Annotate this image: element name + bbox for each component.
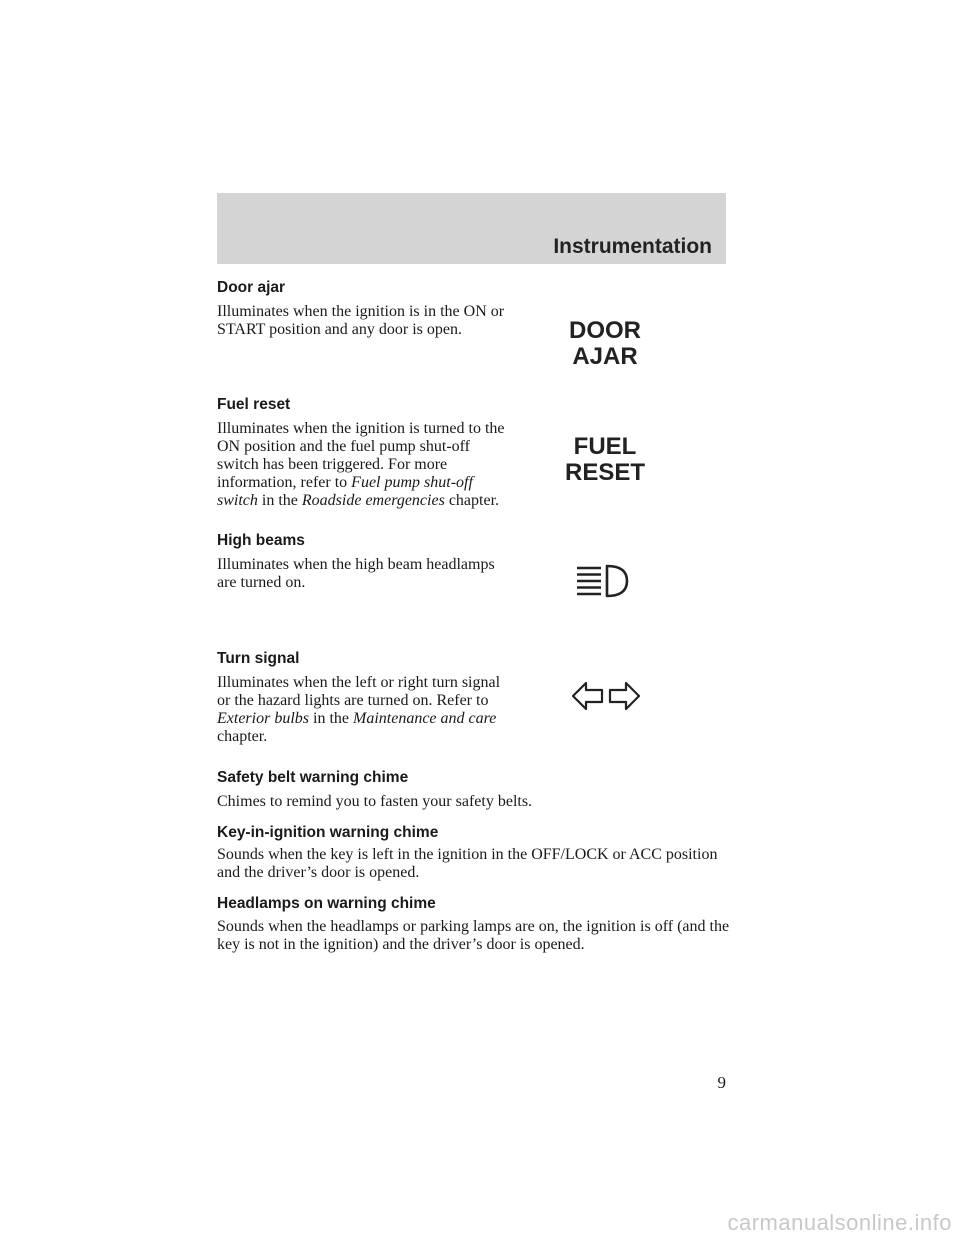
exterior-bulbs-reference: Exterior bulbs: [217, 710, 309, 727]
fuel-reset-indicator-line-2: RESET: [564, 459, 645, 486]
high-beam-icon: [573, 563, 631, 599]
turn-signal-text-3: chapter.: [217, 728, 268, 745]
safety-belt-chime-description: Chimes to remind you to fasten your safety belts.: [217, 793, 533, 810]
watermark: carmanualsonline.info: [727, 1210, 952, 1235]
high-beams-description: Illuminates when the high beam headlamps are turned on.: [217, 556, 495, 591]
fuel-pump-switch-reference: Fuel pump shut-off switch: [217, 474, 473, 509]
maintenance-and-care-reference: Maintenance and care: [353, 710, 497, 727]
door-ajar-indicator: [530, 318, 680, 370]
headlamps-on-chime-heading: Headlamps on warning chime: [217, 895, 436, 912]
section-header-band: [217, 193, 726, 264]
left-turn-arrow-icon: [573, 683, 602, 709]
door-ajar-indicator-line-1: DOOR: [569, 317, 641, 344]
turn-signal-description: [217, 674, 507, 746]
section-title: Instrumentation: [553, 235, 712, 258]
fuel-reset-text-3: chapter.: [444, 492, 500, 509]
safety-belt-chime-heading: Safety belt warning chime: [217, 769, 409, 786]
fuel-reset-text-2: in the: [257, 492, 302, 509]
door-ajar-indicator-line-2: AJAR: [572, 343, 638, 370]
high-beams-heading: High beams: [217, 532, 305, 549]
key-in-ignition-chime-description: Sounds when the key is left in the ignition in the OFF/LOCK or ACC position and the driver’s door is opened.: [217, 846, 718, 881]
fuel-reset-description: [217, 420, 507, 510]
turn-signal-arrows-icon: [570, 680, 642, 712]
key-in-ignition-chime-heading: Key-in-ignition warning chime: [217, 824, 439, 841]
fuel-reset-indicator-line-1: FUEL: [573, 433, 637, 460]
fuel-reset-heading: Fuel reset: [217, 396, 291, 413]
turn-signal-heading: Turn signal: [217, 650, 300, 667]
roadside-emergencies-reference: Roadside emergencies: [301, 492, 445, 509]
door-ajar-description: Illuminates when the ignition is in the ON or START position and any door is open.: [217, 303, 505, 338]
headlamps-on-chime-description: Sounds when the headlamps or parking lamps are on, the ignition is off (and the key is not in the ignition) and the driver’s door is opened.: [217, 918, 730, 953]
turn-signal-text-2: in the: [309, 710, 353, 727]
right-turn-arrow-icon: [610, 683, 639, 709]
turn-signal-text-1: Illuminates when the left or right turn signal or the hazard lights are turned on. Refer to: [217, 674, 501, 709]
fuel-reset-indicator: [530, 434, 680, 486]
door-ajar-heading: Door ajar: [217, 279, 286, 296]
fuel-reset-text-1: Illuminates when the ignition is turned to the ON position and the fuel pump shut-off switch has been triggered. For more information, refer to: [217, 420, 505, 491]
page-number: 9: [717, 1073, 726, 1092]
